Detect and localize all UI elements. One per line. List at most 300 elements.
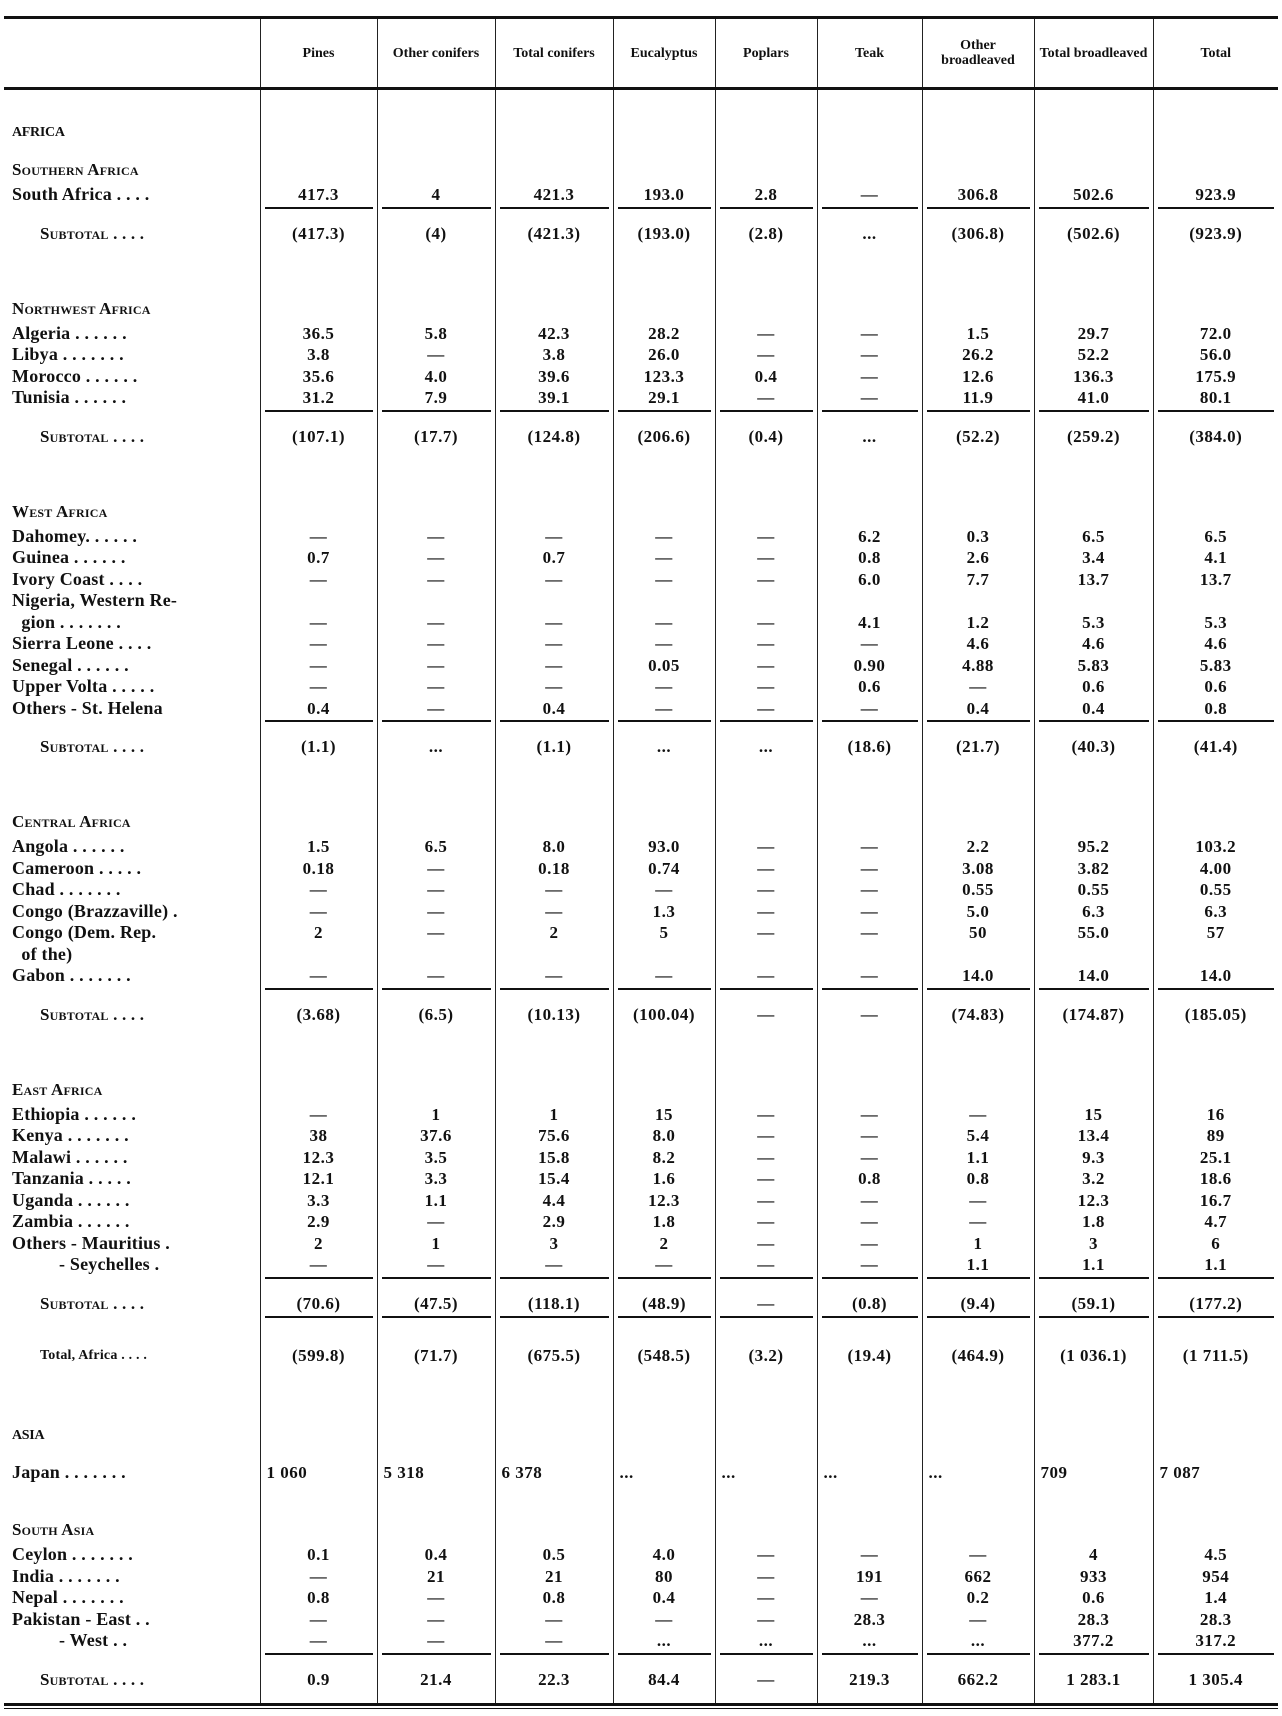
spacer: [4, 1691, 1278, 1703]
cell-total: 5.3: [1153, 612, 1278, 634]
spacer: [4, 1483, 1278, 1519]
cell-total-broadleaved: 6.5: [1034, 526, 1153, 548]
cell-teak: —: [817, 633, 922, 655]
rule-line: [613, 1652, 715, 1669]
cell-other-conifers: 1: [377, 1104, 495, 1126]
cell-total-conifers: 8.0: [495, 836, 613, 858]
cell-other-broadleaved: 5.0: [922, 901, 1034, 923]
rule-line: [1153, 1652, 1278, 1669]
empty-cell: [495, 89, 613, 123]
cell-total-broadleaved: (259.2): [1034, 426, 1153, 448]
cell-poplars: —: [715, 1587, 817, 1609]
cell-total-conifers: —: [495, 633, 613, 655]
column-rules: [4, 409, 1278, 426]
cell-teak: —: [817, 858, 922, 880]
cell-pines: 12.1: [260, 1168, 377, 1190]
empty-cell: [377, 448, 495, 501]
row-label: Subtotal . . . .: [40, 1004, 145, 1024]
rule-line: [817, 409, 922, 426]
empty-cell: [613, 1425, 715, 1447]
row-label: - West . .: [12, 1630, 128, 1651]
cell-total: (41.4): [1153, 736, 1278, 758]
cell-other-conifers: —: [377, 1587, 495, 1609]
cell-poplars: ...: [715, 1630, 817, 1652]
cell-other-conifers: —: [377, 676, 495, 698]
table-row: [4, 366, 1278, 388]
cell-other-broadleaved: 50: [922, 922, 1034, 944]
cell-poplars: —: [715, 547, 817, 569]
row-label: Ceylon . . . . . . .: [12, 1544, 133, 1565]
empty-cell: [1153, 1447, 1278, 1462]
rule-line: [495, 1315, 613, 1345]
column-header-other-conifers: Other conifers: [377, 18, 495, 89]
cell-total: 18.6: [1153, 1168, 1278, 1190]
cell-poplars: —: [715, 1566, 817, 1588]
rule-line: [1153, 719, 1278, 736]
heading-row: [4, 1519, 1278, 1541]
table-row: [4, 1125, 1278, 1147]
cell-total-conifers: 39.1: [495, 387, 613, 409]
row-label: West Africa: [12, 501, 108, 521]
cell-poplars: —: [715, 344, 817, 366]
cell-total-conifers: 3: [495, 1233, 613, 1255]
empty-cell: [715, 1483, 817, 1519]
cell-other-broadleaved: 0.55: [922, 879, 1034, 901]
cell-teak: [817, 590, 922, 612]
bottom-double-rule: [4, 1703, 1278, 1709]
empty-cell: [1153, 122, 1278, 144]
empty-cell: [715, 501, 817, 523]
cell-teak: —: [817, 836, 922, 858]
row-label: East Africa: [12, 1079, 103, 1099]
cell-teak: —: [817, 1125, 922, 1147]
cell-total-conifers: —: [495, 1254, 613, 1276]
empty-cell: [613, 144, 715, 159]
forest-plantation-table: [4, 16, 1278, 1703]
cell-other-broadleaved: 0.2: [922, 1587, 1034, 1609]
cell-total-broadleaved: 3.4: [1034, 547, 1153, 569]
cell-total: 72.0: [1153, 323, 1278, 345]
cell-other-conifers: 5 318: [377, 1462, 495, 1484]
row-label: Others - St. Helena: [12, 697, 163, 718]
rule-line: [377, 1652, 495, 1669]
empty-cell: [260, 89, 377, 123]
empty-cell: [613, 501, 715, 523]
cell-other-broadleaved: 14.0: [922, 965, 1034, 987]
empty-cell: [817, 298, 922, 320]
empty-cell: [1153, 144, 1278, 159]
empty-cell: [1153, 1367, 1278, 1425]
cell-poplars: —: [715, 612, 817, 634]
row-label: Angola . . . . . .: [12, 836, 125, 857]
cell-total-conifers: —: [495, 526, 613, 548]
total-row: [4, 1345, 1278, 1367]
cell-other-conifers: 3.3: [377, 1168, 495, 1190]
empty-cell: [1153, 1026, 1278, 1079]
rule-line: [260, 719, 377, 736]
cell-total-broadleaved: 3.82: [1034, 858, 1153, 880]
cell-eucalyptus: 5: [613, 922, 715, 944]
empty-cell: [1153, 1691, 1278, 1703]
cell-poplars: —: [715, 1233, 817, 1255]
empty-cell: [613, 298, 715, 320]
cell-total-broadleaved: (1 036.1): [1034, 1345, 1153, 1367]
empty-cell: [922, 811, 1034, 833]
cell-other-broadleaved: —: [922, 1609, 1034, 1631]
cell-other-conifers: (47.5): [377, 1293, 495, 1315]
cell-teak: 191: [817, 1566, 922, 1588]
cell-pines: 0.8: [260, 1587, 377, 1609]
cell-total: 28.3: [1153, 1609, 1278, 1631]
cell-teak: —: [817, 1211, 922, 1233]
spacer: [4, 1367, 1278, 1425]
column-header-total: Total: [1153, 18, 1278, 89]
row-label: Total, Africa . . . .: [40, 1347, 148, 1363]
empty-cell: [817, 811, 922, 833]
cell-other-broadleaved: 4.88: [922, 655, 1034, 677]
empty-cell: [1034, 1026, 1153, 1079]
rule-line: [377, 409, 495, 426]
cell-total-broadleaved: 0.6: [1034, 1587, 1153, 1609]
row-label: Subtotal . . . .: [40, 737, 145, 756]
empty-cell: [922, 448, 1034, 501]
cell-poplars: —: [715, 836, 817, 858]
cell-eucalyptus: [613, 944, 715, 966]
cell-teak: —: [817, 184, 922, 206]
cell-pines: (1.1): [260, 736, 377, 758]
empty-cell: [715, 1079, 817, 1101]
row-label: Congo (Brazzaville) .: [12, 900, 178, 921]
cell-poplars: —: [715, 387, 817, 409]
empty-cell: [613, 811, 715, 833]
empty-cell: [495, 1447, 613, 1462]
table-row: [4, 1168, 1278, 1190]
cell-total: (384.0): [1153, 426, 1278, 448]
cell-poplars: —: [715, 1147, 817, 1169]
heading-row: [4, 298, 1278, 320]
cell-total-broadleaved: (59.1): [1034, 1293, 1153, 1315]
empty-cell: [377, 1447, 495, 1462]
cell-total: 0.55: [1153, 879, 1278, 901]
rule-line: [817, 1276, 922, 1293]
rule-line: [715, 1315, 817, 1345]
cell-teak: —: [817, 1587, 922, 1609]
cell-poplars: —: [715, 965, 817, 987]
empty-cell: [1034, 1079, 1153, 1101]
cell-pines: —: [260, 612, 377, 634]
cell-poplars: —: [715, 676, 817, 698]
empty-cell: [495, 1483, 613, 1519]
cell-total-conifers: [495, 590, 613, 612]
cell-total: 5.83: [1153, 655, 1278, 677]
rule-line: [377, 719, 495, 736]
cell-other-broadleaved: 306.8: [922, 184, 1034, 206]
cell-total-conifers: —: [495, 879, 613, 901]
cell-pines: —: [260, 879, 377, 901]
cell-total: 0.8: [1153, 698, 1278, 720]
cell-poplars: —: [715, 698, 817, 720]
table-row: [4, 633, 1278, 655]
cell-total: 923.9: [1153, 184, 1278, 206]
table-row: [4, 922, 1278, 944]
empty-cell: [715, 758, 817, 811]
empty-cell: [1153, 1519, 1278, 1541]
cell-other-broadleaved: 662: [922, 1566, 1034, 1588]
cell-other-broadleaved: (52.2): [922, 426, 1034, 448]
cell-pines: 35.6: [260, 366, 377, 388]
table-row: [4, 1544, 1278, 1566]
column-rules: [4, 1315, 1278, 1345]
table-row: [4, 323, 1278, 345]
cell-teak: —: [817, 1544, 922, 1566]
cell-other-conifers: —: [377, 965, 495, 987]
empty-cell: [377, 122, 495, 144]
rule-line: [260, 409, 377, 426]
empty-cell: [1034, 1483, 1153, 1519]
cell-eucalyptus: (48.9): [613, 1293, 715, 1315]
empty-cell: [377, 1367, 495, 1425]
empty-cell: [495, 1026, 613, 1079]
cell-total-broadleaved: 29.7: [1034, 323, 1153, 345]
cell-other-broadleaved: 2.2: [922, 836, 1034, 858]
cell-pines: 3.8: [260, 344, 377, 366]
rule-line: [817, 719, 922, 736]
cell-pines: (417.3): [260, 223, 377, 245]
row-label: Southern Africa: [12, 160, 139, 179]
cell-eucalyptus: 26.0: [613, 344, 715, 366]
cell-total-conifers: 2: [495, 922, 613, 944]
rule-line: [1034, 987, 1153, 1004]
empty-cell: [495, 159, 613, 181]
cell-total: 56.0: [1153, 344, 1278, 366]
cell-other-conifers: —: [377, 1609, 495, 1631]
empty-cell: [260, 1079, 377, 1101]
rule-line: [1034, 1652, 1153, 1669]
empty-cell: [715, 1447, 817, 1462]
cell-other-broadleaved: 1.5: [922, 323, 1034, 345]
empty-cell: [613, 448, 715, 501]
empty-cell: [495, 1367, 613, 1425]
cell-teak: (19.4): [817, 1345, 922, 1367]
row-label: Subtotal . . . .: [40, 1669, 145, 1689]
cell-teak: —: [817, 1233, 922, 1255]
empty-cell: [817, 144, 922, 159]
empty-cell: [260, 245, 377, 298]
table-row: [4, 344, 1278, 366]
cell-other-conifers: —: [377, 655, 495, 677]
cell-eucalyptus: 0.74: [613, 858, 715, 880]
empty-cell: [715, 122, 817, 144]
table-row: [4, 1587, 1278, 1609]
empty-cell: [260, 122, 377, 144]
table-row: [4, 698, 1278, 720]
empty-cell: [613, 1447, 715, 1462]
cell-eucalyptus: 0.05: [613, 655, 715, 677]
cell-total-conifers: 75.6: [495, 1125, 613, 1147]
spacer: [4, 758, 1278, 811]
empty-cell: [613, 1691, 715, 1703]
cell-pines: —: [260, 965, 377, 987]
cell-total: 89: [1153, 1125, 1278, 1147]
empty-cell: [377, 501, 495, 523]
cell-eucalyptus: 84.4: [613, 1669, 715, 1691]
cell-eucalyptus: —: [613, 633, 715, 655]
empty-cell: [922, 1425, 1034, 1447]
cell-total-conifers: (421.3): [495, 223, 613, 245]
row-label: Nepal . . . . . . .: [12, 1587, 124, 1608]
cell-total-broadleaved: 3.2: [1034, 1168, 1153, 1190]
cell-eucalyptus: 193.0: [613, 184, 715, 206]
region-row: [4, 1425, 1278, 1447]
cell-pines: —: [260, 526, 377, 548]
empty-cell: [613, 89, 715, 123]
table-row: [4, 858, 1278, 880]
cell-total-conifers: —: [495, 1609, 613, 1631]
cell-total-conifers: 15.8: [495, 1147, 613, 1169]
empty-cell: [613, 1519, 715, 1541]
cell-teak: —: [817, 1190, 922, 1212]
cell-total-broadleaved: 41.0: [1034, 387, 1153, 409]
empty-cell: [922, 89, 1034, 123]
empty-cell: [1153, 1079, 1278, 1101]
cell-pines: —: [260, 1609, 377, 1631]
cell-teak: 6.2: [817, 526, 922, 548]
cell-eucalyptus: 29.1: [613, 387, 715, 409]
row-label: Tunisia . . . . . .: [12, 387, 127, 408]
column-header-teak: Teak: [817, 18, 922, 89]
cell-teak: —: [817, 1104, 922, 1126]
cell-other-conifers: —: [377, 698, 495, 720]
empty-cell: [260, 501, 377, 523]
cell-poplars: —: [715, 1609, 817, 1631]
cell-other-conifers: 6.5: [377, 836, 495, 858]
empty-cell: [817, 1519, 922, 1541]
cell-pines: —: [260, 633, 377, 655]
cell-other-broadleaved: —: [922, 1211, 1034, 1233]
empty-cell: [613, 1079, 715, 1101]
cell-other-broadleaved: —: [922, 1544, 1034, 1566]
cell-poplars: (2.8): [715, 223, 817, 245]
cell-total-broadleaved: 5.3: [1034, 612, 1153, 634]
rule-line: [817, 206, 922, 223]
cell-total-broadleaved: 5.83: [1034, 655, 1153, 677]
rule-line: [1034, 719, 1153, 736]
cell-total: 6.3: [1153, 901, 1278, 923]
cell-other-broadleaved: 1.1: [922, 1254, 1034, 1276]
subtotal-row: [4, 1669, 1278, 1691]
cell-other-conifers: [377, 590, 495, 612]
empty-cell: [817, 159, 922, 181]
table-row: [4, 965, 1278, 987]
rule-line: [1034, 1315, 1153, 1345]
cell-other-conifers: —: [377, 612, 495, 634]
rule-line: [817, 987, 922, 1004]
empty-cell: [1034, 758, 1153, 811]
cell-total-broadleaved: 1 283.1: [1034, 1669, 1153, 1691]
cell-other-conifers: —: [377, 858, 495, 880]
cell-other-broadleaved: 662.2: [922, 1669, 1034, 1691]
cell-total-broadleaved: 14.0: [1034, 965, 1153, 987]
heading-row: [4, 501, 1278, 523]
cell-total-conifers: (118.1): [495, 1293, 613, 1315]
empty-cell: [1034, 811, 1153, 833]
cell-teak: —: [817, 901, 922, 923]
empty-cell: [922, 245, 1034, 298]
cell-pines: [260, 590, 377, 612]
empty-cell: [922, 298, 1034, 320]
cell-total-conifers: —: [495, 676, 613, 698]
subtotal-row: [4, 1293, 1278, 1315]
empty-cell: [1034, 122, 1153, 144]
row-label: Cameroon . . . . .: [12, 857, 142, 878]
empty-cell: [495, 245, 613, 298]
cell-eucalyptus: [613, 590, 715, 612]
cell-total-conifers: 42.3: [495, 323, 613, 345]
rule-line: [715, 719, 817, 736]
cell-total-broadleaved: 4: [1034, 1544, 1153, 1566]
cell-total: 6.5: [1153, 526, 1278, 548]
cell-total-conifers: 39.6: [495, 366, 613, 388]
cell-total-conifers: 0.8: [495, 1587, 613, 1609]
rule-line: [260, 1315, 377, 1345]
rule-line: [260, 1276, 377, 1293]
cell-eucalyptus: —: [613, 526, 715, 548]
row-label: gion . . . . . . .: [12, 611, 122, 632]
cell-pines: —: [260, 569, 377, 591]
empty-cell: [260, 1447, 377, 1462]
cell-eucalyptus: 2: [613, 1233, 715, 1255]
cell-eucalyptus: 8.2: [613, 1147, 715, 1169]
cell-poplars: —: [715, 569, 817, 591]
empty-cell: [922, 1079, 1034, 1101]
cell-total: 4.7: [1153, 1211, 1278, 1233]
cell-other-broadleaved: (21.7): [922, 736, 1034, 758]
cell-total-conifers: —: [495, 901, 613, 923]
rule-line: [922, 409, 1034, 426]
cell-teak: (0.8): [817, 1293, 922, 1315]
row-label: Pakistan - East . .: [12, 1608, 150, 1629]
cell-poplars: (3.2): [715, 1345, 817, 1367]
cell-pines: 1 060: [260, 1462, 377, 1484]
row-label: Others - Mauritius .: [12, 1232, 170, 1253]
empty-cell: [817, 245, 922, 298]
row-label: AFRICA: [12, 125, 65, 140]
empty-cell: [1153, 159, 1278, 181]
table-row: [4, 1233, 1278, 1255]
cell-teak: 0.90: [817, 655, 922, 677]
empty-cell: [922, 1026, 1034, 1079]
subtotal-row: [4, 223, 1278, 245]
cell-total: 4.5: [1153, 1544, 1278, 1566]
heading-row: [4, 159, 1278, 181]
empty-cell: [922, 758, 1034, 811]
empty-cell: [377, 298, 495, 320]
row-label: Northwest Africa: [12, 298, 151, 318]
cell-pines: —: [260, 1254, 377, 1276]
cell-other-conifers: —: [377, 922, 495, 944]
cell-total-broadleaved: (502.6): [1034, 223, 1153, 245]
column-header-poplars: Poplars: [715, 18, 817, 89]
cell-total-conifers: 421.3: [495, 184, 613, 206]
row-label: Japan . . . . . . .: [12, 1461, 126, 1482]
empty-cell: [922, 1367, 1034, 1425]
table-row: [4, 612, 1278, 634]
empty-cell: [1153, 245, 1278, 298]
column-rules: [4, 719, 1278, 736]
empty-cell: [715, 159, 817, 181]
cell-other-broadleaved: —: [922, 1104, 1034, 1126]
empty-cell: [817, 1026, 922, 1079]
